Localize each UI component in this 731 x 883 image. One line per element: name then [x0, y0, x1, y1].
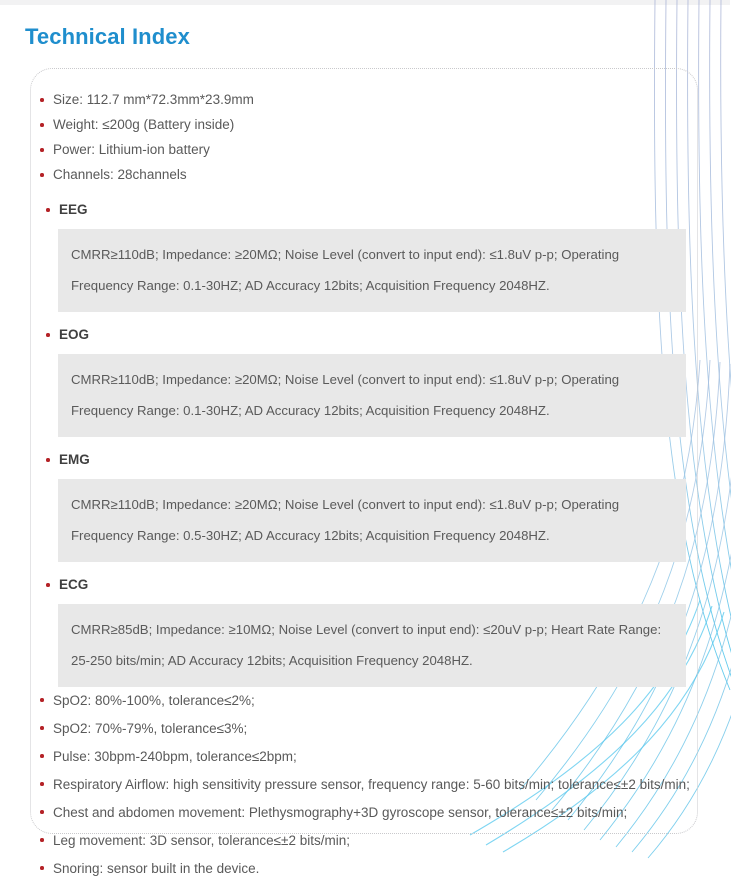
list-item: SpO2: 80%-100%, tolerance≤2%;: [31, 687, 731, 715]
list-item: Weight: ≤200g (Battery inside): [31, 112, 731, 137]
signal-group-ecg: [31, 574, 731, 687]
list-item: Power: Lithium-ion battery: [31, 137, 731, 162]
group-heading-ecg: ECG: [31, 574, 731, 596]
list-item: Snoring: sensor built in the device.: [31, 855, 731, 883]
list-item: Respiratory Airflow: high sensitivity pressure sensor, frequency range: 5-60 bits/min; tolerance≤±2 bits/min;: [31, 771, 731, 799]
spec-box-eeg: CMRR≥110dB; Impedance: ≥20MΩ; Noise Level (convert to input end): ≤1.8uV p-p; Operating Frequency Range: 0.1-30HZ; AD Accuracy 12bits; Acquisition Frequency 2048HZ.: [58, 229, 686, 312]
page-title: Technical Index: [25, 24, 190, 49]
spec-box-eog: CMRR≥110dB; Impedance: ≥20MΩ; Noise Level (convert to input end): ≤1.8uV p-p; Operating Frequency Range: 0.1-30HZ; AD Accuracy 12bits; Acquisition Frequency 2048HZ.: [58, 354, 686, 437]
sensor-specs-list: [31, 687, 731, 883]
list-item: Pulse: 30bpm-240bpm, tolerance≤2bpm;: [31, 743, 731, 771]
content-area: [31, 69, 731, 883]
list-item: SpO2: 70%-79%, tolerance≤3%;: [31, 715, 731, 743]
spec-box-emg: CMRR≥110dB; Impedance: ≥20MΩ; Noise Level (convert to input end): ≤1.8uV p-p; Operating Frequency Range: 0.5-30HZ; AD Accuracy 12bits; Acquisition Frequency 2048HZ.: [58, 479, 686, 562]
group-heading-emg: EMG: [31, 449, 731, 471]
list-item: Leg movement: 3D sensor, tolerance≤±2 bits/min;: [31, 827, 731, 855]
group-heading-eeg: EEG: [31, 199, 731, 221]
list-item: Chest and abdomen movement: Plethysmography+3D gyroscope sensor, tolerance≤±2 bits/min;: [31, 799, 731, 827]
signal-group-eeg: [31, 199, 731, 312]
list-item: Size: 112.7 mm*72.3mm*23.9mm: [31, 87, 731, 112]
signal-group-eog: [31, 324, 731, 437]
spec-box-ecg: CMRR≥85dB; Impedance: ≥10MΩ; Noise Level (convert to input end): ≤20uV p-p; Heart Rate Range: 25-250 bits/min; AD Accuracy 12bits; Acquisition Frequency 2048HZ.: [58, 604, 686, 687]
list-item: Channels: 28channels: [31, 162, 731, 187]
signal-group-emg: [31, 449, 731, 562]
group-heading-eog: EOG: [31, 324, 731, 346]
basic-specs-list: [31, 87, 731, 187]
top-strip: [0, 0, 730, 5]
